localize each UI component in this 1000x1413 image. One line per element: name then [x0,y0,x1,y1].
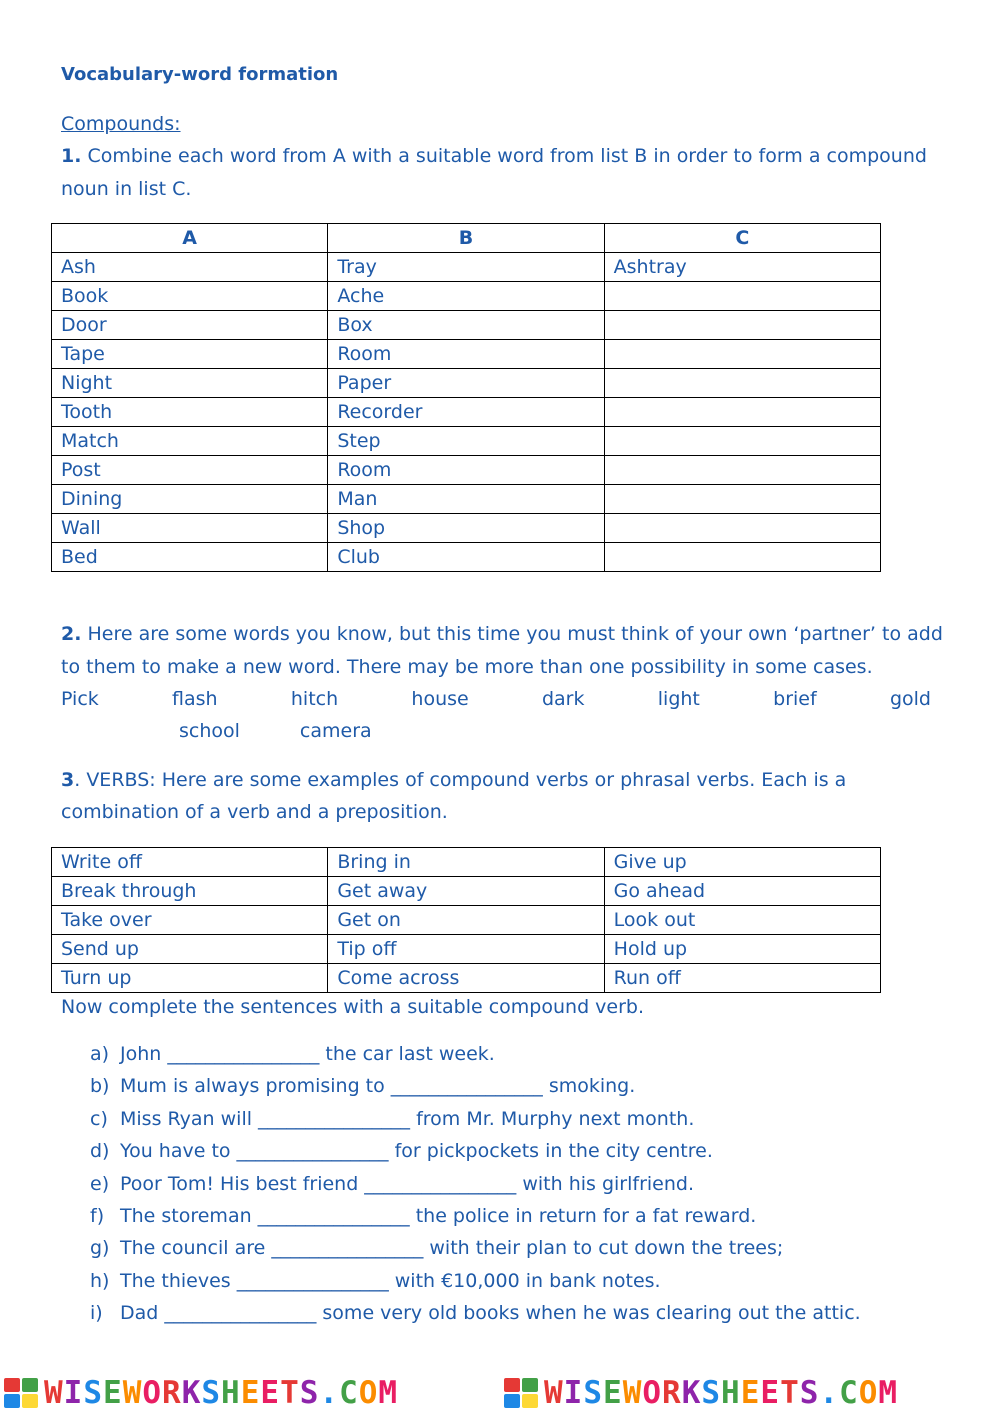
table-row [52,253,881,282]
cell-b: Step [328,427,604,456]
logo-square [522,1394,538,1408]
cell-b: Paper [328,369,604,398]
cell-b: Man [328,485,604,514]
cell-c: Ashtray [604,253,880,282]
sentence-item [90,1270,861,1302]
cell-a: Night [52,369,328,398]
q3-text: . VERBS: Here are some examples of compound verbs or phrasal verbs. Each is a [74,769,847,791]
q1-number: 1. [61,145,82,167]
logo-square [4,1378,20,1392]
logo-square [522,1378,538,1392]
table-row [52,485,881,514]
sentence-text: Miss Ryan will ________________ from Mr. Murphy next month. [120,1107,695,1130]
table-row [52,398,881,427]
sentence-label: e) [90,1172,110,1195]
phrasal-verb-cell: Take over [52,906,328,935]
cell-c [604,340,880,369]
word-item: camera [299,720,372,742]
cell-a: Ash [52,253,328,282]
q2-number: 2. [61,623,82,645]
q3-completion-instruction: Now complete the sentences with a suitable compound verb. [61,996,645,1018]
column-header-b: B [328,224,604,253]
sentence-item [90,1108,861,1140]
table-row [52,543,881,572]
cell-c [604,543,880,572]
sentence-text: Dad ________________ some very old books when he was clearing out the attic. [120,1302,861,1325]
sentence-text: You have to ________________ for pickpockets in the city centre. [120,1140,713,1163]
cell-c [604,282,880,311]
word-list [61,688,931,752]
sentence-item [90,1075,861,1107]
word-list-row [61,720,931,752]
logo-square [22,1394,38,1408]
brand-text: WISEWORKSHEETS.COM [44,1374,399,1411]
cell-c [604,456,880,485]
brand-logo-icon [4,1378,38,1408]
cell-c [604,311,880,340]
table-header-row [52,224,881,253]
cell-b: Ache [328,282,604,311]
cell-a: Bed [52,543,328,572]
page-title: Vocabulary-word formation [61,64,339,85]
table-row [52,282,881,311]
brand-text: WISEWORKSHEETS.COM [544,1374,899,1411]
cell-b: Tray [328,253,604,282]
phrasal-verb-cell: Send up [52,935,328,964]
table-row [52,369,881,398]
word-item: dark [541,688,585,710]
sentence-text: John ________________ the car last week. [120,1043,495,1065]
phrasal-verb-table [51,847,881,993]
sentence-item [90,1043,861,1075]
logo-square [4,1394,20,1408]
sentence-text: The council are ________________ with their plan to cut down the trees; [120,1237,784,1260]
phrasal-verb-cell: Get on [328,906,604,935]
sentence-item [90,1237,861,1269]
sentence-text: The storeman ________________ the police in return for a fat reward. [120,1204,757,1227]
phrasal-verb-cell: Come across [328,964,604,993]
brand-logo-icon [504,1378,538,1408]
logo-square [504,1378,520,1392]
word-item: light [657,688,700,710]
cell-b: Shop [328,514,604,543]
q2-instruction-line1 [61,623,943,645]
sentence-item [90,1205,861,1237]
cell-a: Tape [52,340,328,369]
phrasal-verb-cell: Give up [604,848,880,877]
sentence-list [90,1043,861,1335]
column-header-c: C [604,224,880,253]
cell-a: Dining [52,485,328,514]
sentence-label: b) [90,1075,110,1098]
word-item: gold [889,688,931,710]
word-list-row [61,688,931,720]
brand-block [500,1372,1000,1413]
table-row [52,340,881,369]
phrasal-verb-cell: Run off [604,964,880,993]
cell-c [604,485,880,514]
sentence-label: a) [90,1043,110,1065]
cell-a: Tooth [52,398,328,427]
cell-c [604,369,880,398]
phrasal-verb-cell: Turn up [52,964,328,993]
word-item: house [411,688,469,710]
table-row [52,935,881,964]
cell-c [604,398,880,427]
column-header-a: A [52,224,328,253]
cell-b: Club [328,543,604,572]
q2-instruction-line2: to them to make a new word. There may be more than one possibility in some cases. [61,656,873,678]
sentence-item [90,1302,861,1334]
q1-instruction-line2: noun in list C. [61,178,192,200]
table-row [52,311,881,340]
section-heading: Compounds: [61,113,181,135]
compound-table [51,223,881,572]
sentence-label: g) [90,1237,110,1260]
sentence-item [90,1140,861,1172]
table-row [52,877,881,906]
phrasal-verb-cell: Hold up [604,935,880,964]
phrasal-verb-cell: Tip off [328,935,604,964]
word-item: hitch [290,688,339,710]
phrasal-verb-cell: Look out [604,906,880,935]
sentence-text: The thieves ________________ with €10,000 in bank notes. [120,1269,661,1292]
table-row [52,427,881,456]
sentence-label: d) [90,1140,110,1163]
sentence-label: c) [90,1107,108,1130]
logo-square [22,1378,38,1392]
sentence-label: h) [90,1269,110,1292]
phrasal-verb-cell: Bring in [328,848,604,877]
cell-b: Room [328,340,604,369]
cell-b: Room [328,456,604,485]
logo-square [504,1394,520,1408]
cell-a: Door [52,311,328,340]
phrasal-verb-cell: Write off [52,848,328,877]
q1-text: Combine each word from A with a suitable word from list B in order to form a compound [81,145,927,167]
table-row [52,514,881,543]
cell-a: Book [52,282,328,311]
cell-b: Box [328,311,604,340]
cell-a: Wall [52,514,328,543]
cell-a: Match [52,427,328,456]
sentence-label: i) [90,1302,103,1325]
phrasal-verb-cell: Break through [52,877,328,906]
word-item: flash [172,688,218,710]
phrasal-verb-cell: Get away [328,877,604,906]
sentence-text: Mum is always promising to ________________ smoking. [120,1075,636,1098]
brand-block [0,1372,500,1413]
cell-c [604,427,880,456]
table-row [52,456,881,485]
table-row [52,848,881,877]
q3-instruction-line2: combination of a verb and a preposition. [61,801,448,823]
word-item: Pick [61,688,99,710]
q3-instruction-line1 [61,769,846,791]
sentence-item [90,1173,861,1205]
sentence-label: f) [90,1204,105,1227]
phrasal-verb-cell: Go ahead [604,877,880,906]
cell-c [604,514,880,543]
q3-number: 3 [61,769,75,791]
table-row [52,906,881,935]
cell-a: Post [52,456,328,485]
table-row [52,964,881,993]
sentence-text: Poor Tom! His best friend ________________ with his girlfriend. [120,1172,694,1195]
word-item: brief [773,688,817,710]
word-item: school [179,720,240,742]
q1-instruction-line1 [61,145,927,167]
q2-text: Here are some words you know, but this time you must think of your own ‘partner’ to add [81,623,943,645]
footer-watermark [0,1372,1000,1413]
cell-b: Recorder [328,398,604,427]
